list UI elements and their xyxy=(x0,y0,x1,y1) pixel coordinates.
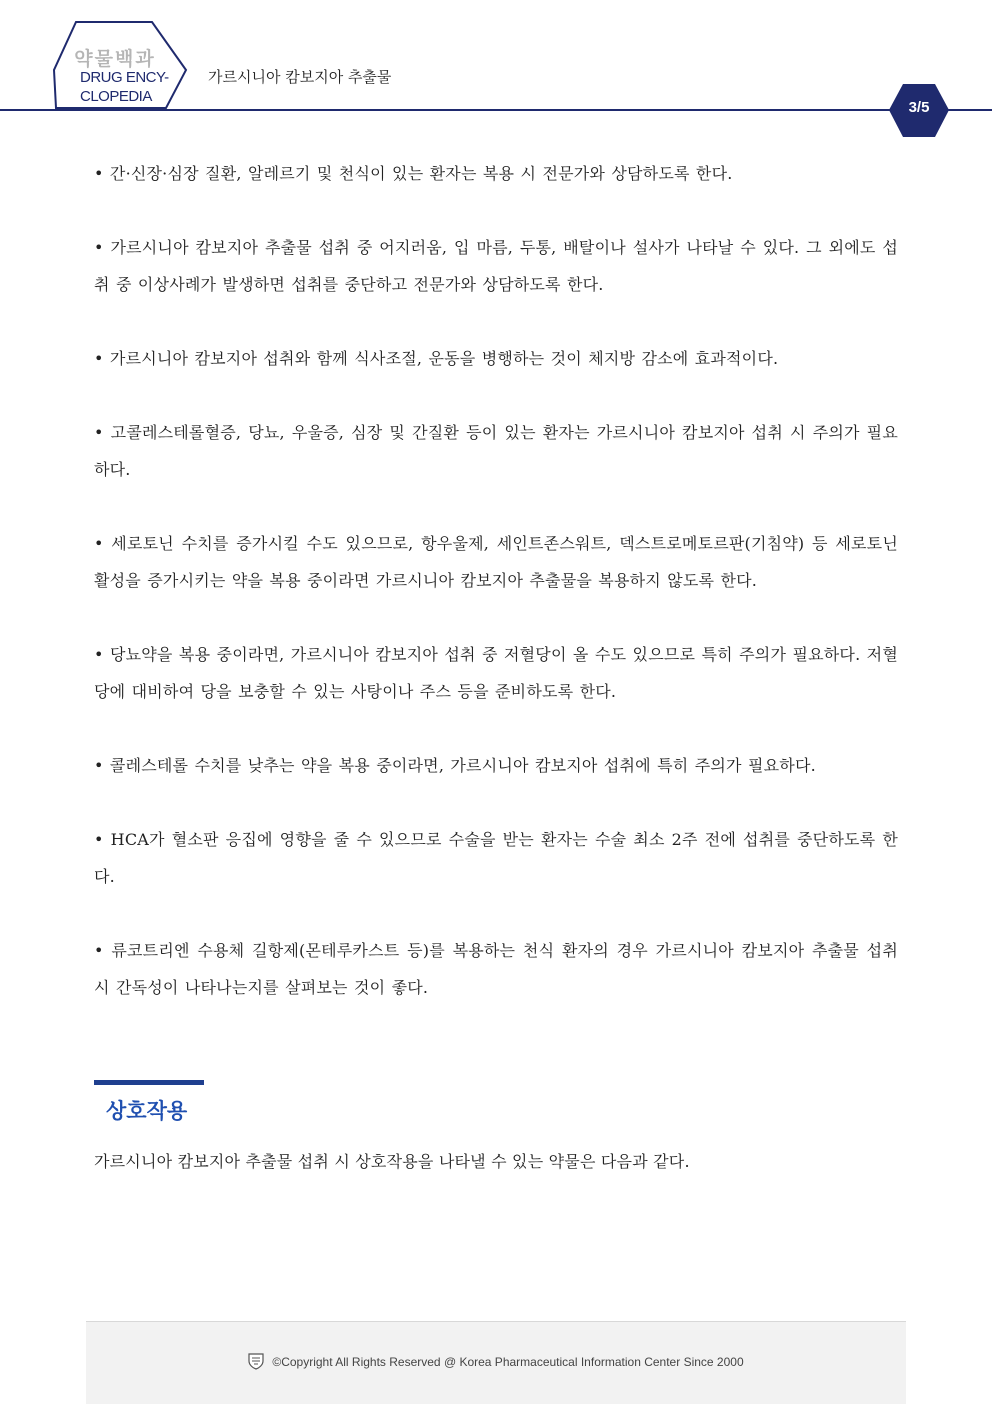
list-item: • 세로토닌 수치를 증가시킬 수도 있으므로, 항우울제, 세인트존스워트, 덱스트로메토르판(기침약) 등 세로토닌 활성을 증가시키는 약을 복용 중이라면 가르시니아 캄보지아 추출물을 복용하지 않도록 한다. xyxy=(94,534,898,590)
section-heading: 상호작용 xyxy=(106,1099,188,1123)
logo-korean: 약물백과 xyxy=(74,48,156,70)
shield-icon xyxy=(248,1353,264,1373)
list-item: • HCA가 혈소판 응집에 영향을 줄 수 있으므로 수술을 받는 환자는 수술 최소 2주 전에 섭취를 중단하도록 한다. xyxy=(94,830,898,886)
list-item: • 간·신장·심장 질환, 알레르기 및 천식이 있는 환자는 복용 시 전문가와 상담하도록 한다. xyxy=(94,164,733,183)
page-header xyxy=(0,0,992,140)
logo-english xyxy=(80,68,170,106)
section-body: 가르시니아 캄보지아 추출물 섭취 시 상호작용을 나타낼 수 있는 약물은 다음과 같다. xyxy=(94,1152,690,1171)
document-title: 가르시니아 캄보지아 추출물 xyxy=(208,68,392,86)
page-number: 3/5 xyxy=(908,99,930,116)
list-item: • 류코트리엔 수용체 길항제(몬테루카스트 등)를 복용하는 천식 환자의 경우 가르시니아 캄보지아 추출물 섭취 시 간독성이 나타나는지를 살펴보는 것이 좋다. xyxy=(94,941,898,997)
footer-content xyxy=(86,1353,906,1373)
list-item: • 당뇨약을 복용 중이라면, 가르시니아 캄보지아 섭취 중 저혈당이 올 수도 있으므로 특히 주의가 필요하다. 저혈당에 대비하여 당을 보충할 수 있는 사탕이나 주스 등을 준비하도록 한다. xyxy=(94,645,898,701)
list-item: • 가르시니아 캄보지아 섭취와 함께 식사조절, 운동을 병행하는 것이 체지방 감소에 효과적이다. xyxy=(94,349,779,368)
section-accent-bar xyxy=(94,1080,204,1085)
copyright-text: ©Copyright All Rights Reserved @ Korea Pharmaceutical Information Center Since 2000 xyxy=(272,1355,744,1370)
logo-english-line1: DRUG ENCY- xyxy=(80,69,169,86)
list-item: • 가르시니아 캄보지아 추출물 섭취 중 어지러움, 입 마름, 두통, 배탈이나 설사가 나타날 수 있다. 그 외에도 섭취 중 이상사례가 발생하면 섭취를 중단하고 전문가와 상담하도록 한다. xyxy=(94,238,898,294)
page-footer xyxy=(86,1321,906,1404)
precautions-list xyxy=(94,155,898,1043)
logo-english-line2: CLOPEDIA xyxy=(80,88,152,105)
interactions-section xyxy=(94,1080,898,1125)
list-item: • 고콜레스테롤혈증, 당뇨, 우울증, 심장 및 간질환 등이 있는 환자는 가르시니아 캄보지아 섭취 시 주의가 필요하다. xyxy=(94,423,898,479)
list-item: • 콜레스테롤 수치를 낮추는 약을 복용 중이라면, 가르시니아 캄보지아 섭취에 특히 주의가 필요하다. xyxy=(94,756,816,775)
